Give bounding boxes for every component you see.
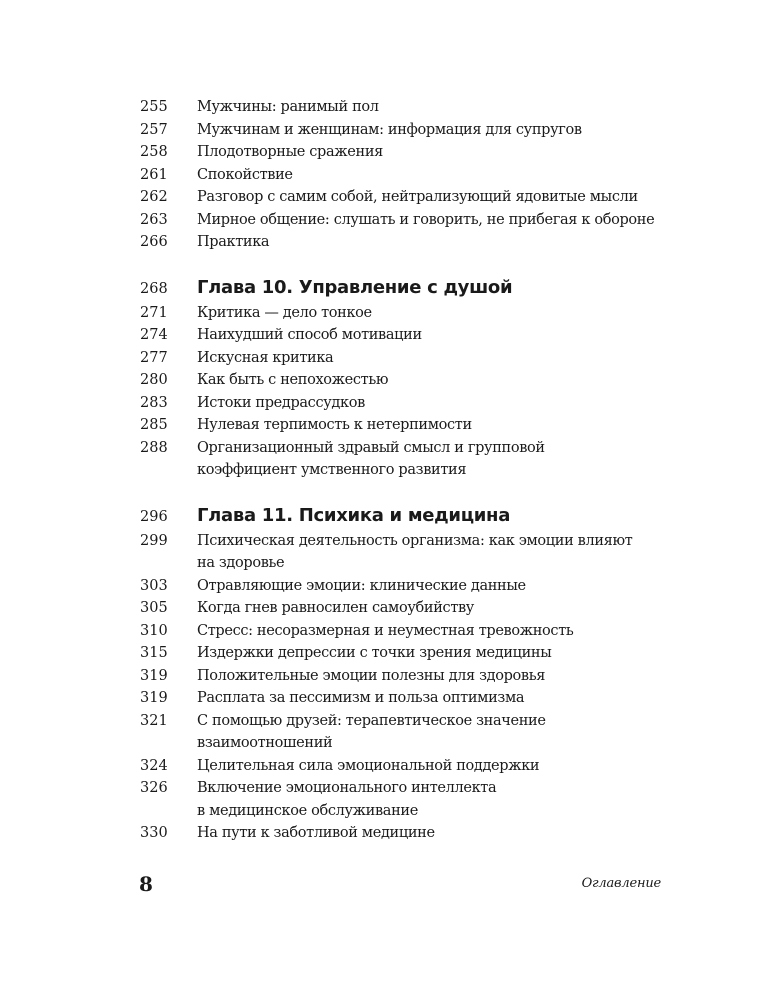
toc-entry-title: С помощью друзей: терапевтическое значение [197,712,546,729]
toc-entry [140,530,680,553]
toc-entry [140,324,680,347]
toc-page-number: 285 [140,417,168,433]
toc-page-number: 261 [140,166,168,183]
toc-section-a [140,96,680,254]
toc-entry [140,414,680,437]
toc-entry [140,96,680,119]
toc-entry-title: Наихудший способ мотивации [197,327,422,343]
toc-page-number: 296 [140,508,168,525]
toc-entry [140,822,680,845]
toc-entry-title-continued: коэффициент умственного развития [197,462,467,478]
toc-entry-title: Искусная критика [197,349,334,366]
toc-entry-title-continued: взаимоотношений [197,735,333,751]
toc-entry-continuation [140,459,680,482]
toc-page-number: 274 [140,327,168,343]
toc-entry-title: Мирное общение: слушать и говорить, не прибегая к обороне [197,211,655,228]
toc-entry [140,141,680,164]
toc-entry-title: Критика — дело тонкое [197,304,372,321]
toc-page-number: 266 [140,234,168,250]
toc-page-number: 299 [140,532,168,549]
toc-page-number: 283 [140,394,168,411]
toc-page-number: 319 [140,667,168,684]
toc-entry [140,665,680,688]
toc-entry-title: Спокойствие [197,166,293,183]
toc-page-number: 288 [140,439,168,456]
toc-entry-title: Расплата за пессимизм и польза оптимизма [197,690,525,706]
toc-entry-title: Плодотворные сражения [197,144,383,160]
toc-entry [140,597,680,620]
toc-entry-continuation [140,800,680,823]
toc-entry [140,369,680,392]
toc-entry [140,777,680,800]
toc-entry-title: Положительные эмоции полезны для здоровья [197,667,546,684]
toc-page-number: 262 [140,189,168,205]
toc-entry [140,209,680,232]
toc-entry-continuation [140,552,680,575]
toc-entry [140,755,680,778]
toc-entry-title: Психическая деятельность организма: как эмоции влияют [197,532,633,549]
toc-entry [140,710,680,733]
toc-entry-title: Когда гнев равносилен самоубийству [197,600,474,616]
toc-entry [140,620,680,643]
toc-page-number: 315 [140,645,168,661]
toc-page-number: 330 [140,825,168,841]
toc-entry-title: Включение эмоционального интеллекта [197,780,497,796]
toc-entry [140,186,680,209]
toc-page-number: 280 [140,372,168,388]
toc-page-number: 305 [140,600,168,616]
toc-entry [140,687,680,710]
toc-entry-title: Целительная сила эмоциональной поддержки [197,757,540,774]
toc-page-number: 324 [140,757,168,774]
toc-page-number: 326 [140,780,168,796]
toc-page-number: 277 [140,349,168,366]
toc-entry-title: Как быть с непохожестью [197,372,389,388]
toc-entry [140,119,680,142]
toc-entry [140,437,680,460]
toc-entry-title: Нулевая терпимость к нетерпимости [197,417,472,433]
toc-entry-title: На пути к заботливой медицине [197,825,435,841]
folio-page-number: 8 [139,872,153,896]
toc-entry-title-continued: на здоровье [197,555,285,571]
toc-page-number: 310 [140,622,168,639]
toc-entry [140,575,680,598]
toc-page-number: 258 [140,144,168,160]
toc-page-number: 303 [140,577,168,594]
toc-page-number: 263 [140,211,168,228]
toc-entry-title: Истоки предрассудков [197,394,365,411]
table-of-contents [140,96,680,845]
toc-page-number: 319 [140,690,168,706]
toc-entry-title: Мужчины: ранимый пол [197,99,379,115]
toc-entry-title: Разговор с самим собой, нейтрализующий ядовитые мысли [197,189,638,205]
toc-page-number: 271 [140,304,168,321]
toc-entry-title: Организационный здравый смысл и групповой [197,439,545,456]
chapter-heading-10 [140,275,680,302]
toc-entry [140,347,680,370]
toc-page-number: 268 [140,280,168,297]
toc-entry-title-continued: в медицинское обслуживание [197,802,418,819]
toc-entry-title: Мужчинам и женщинам: информация для супругов [197,121,582,138]
chapter-heading-11 [140,503,680,530]
toc-entry [140,231,680,254]
toc-page-number: 257 [140,121,168,138]
chapter-title: Глава 11. Психика и медицина [197,504,511,526]
toc-section-c [140,530,680,845]
chapter-title: Глава 10. Управление с душой [197,276,513,298]
toc-page-number: 321 [140,712,168,729]
toc-entry [140,302,680,325]
toc-entry [140,164,680,187]
toc-entry-title: Стресс: несоразмерная и неуместная тревожность [197,622,574,639]
toc-section-b [140,302,680,482]
toc-entry-title: Издержки депрессии с точки зрения медицины [197,645,552,661]
toc-page-number: 255 [140,99,168,115]
toc-entry-title: Практика [197,234,270,250]
running-footer-title: Оглавление [581,876,661,891]
toc-entry [140,392,680,415]
toc-entry-title: Отравляющие эмоции: клинические данные [197,577,526,594]
toc-entry-continuation [140,732,680,755]
toc-entry [140,642,680,665]
